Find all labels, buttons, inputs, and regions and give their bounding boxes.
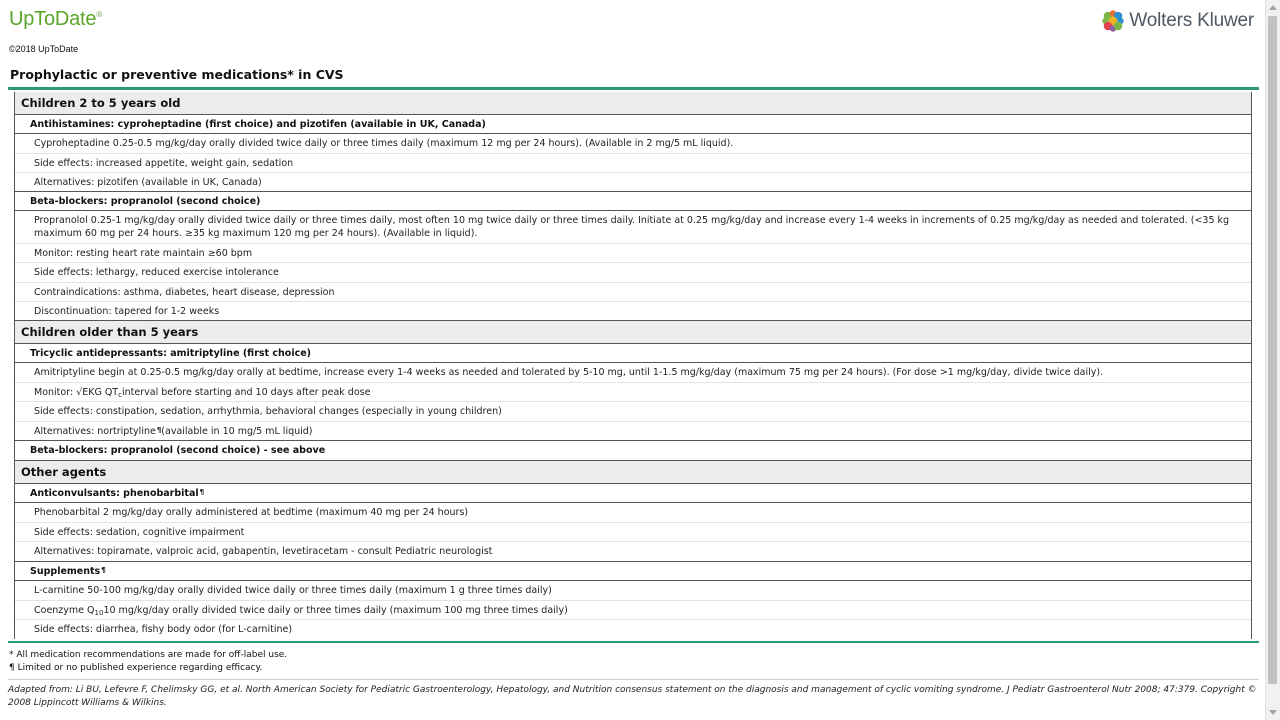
monitor-text-rest: interval before starting and 10 days after peak dose (121, 386, 371, 398)
table-row: Side effects: increased appetite, weight gain, sedation (15, 154, 1251, 173)
table-row: Monitor: resting heart rate maintain ≥60 bpm (15, 244, 1251, 263)
alternatives-text-rest: (available in 10 mg/5 mL liquid) (161, 425, 313, 437)
table-row (15, 601, 1251, 620)
table-row: Contraindications: asthma, diabetes, heart disease, depression (15, 283, 1251, 302)
table-row: Phenobarbital 2 mg/kg/day orally administered at bedtime (maximum 40 mg per 24 hours) (15, 503, 1251, 523)
group-heading: Beta-blockers: propranolol (second choice) - see above (15, 441, 1251, 461)
footnote-mark: ¶ (101, 566, 106, 574)
table-row: Amitriptyline begin at 0.25-0.5 mg/kg/day orally at bedtime, increase every 1-4 weeks as needed and tolerated by 5-10 mg, until 1-1.5 mg/kg/day (maximum 75 mg per 24 hours). (For dose >1 mg/kg/day, divide twice daily). (15, 363, 1251, 383)
group-heading: Antihistamines: cyproheptadine (first choice) and pizotifen (available in UK, Canada) (15, 115, 1251, 134)
monitor-text: Monitor: √EKG QT (34, 386, 119, 398)
table-row: Alternatives: topiramate, valproic acid, gabapentin, levetiracetam - consult Pediatric neurologist (15, 542, 1251, 562)
table-row: Alternatives: pizotifen (available in UK, Canada) (15, 173, 1251, 192)
alternatives-text: Alternatives: nortriptyline (34, 425, 156, 437)
table-row: Side effects: diarrhea, fishy body odor (for L-carnitine) (34, 624, 293, 635)
q10-subscript: 10 (94, 609, 104, 617)
group-heading (15, 562, 1251, 581)
citation: Adapted from: Li BU, Lefevre F, Chelimsky GG, et al. North American Society for Pediatric Gastroenterology, Hepatology, and Nutrition consensus statement on the diagnosis and management of cyclic vomiting syndrome. J Pediatr Gastroenterol Nutr 2008; 47:379. Copyright © 2008 Lippincott Williams & Wilkins. (8, 685, 1257, 708)
scrollbar-thumb[interactable] (1268, 16, 1277, 684)
group-heading: Beta-blockers: propranolol (second choice) (15, 192, 1251, 211)
table-row: Side effects: sedation, cognitive impairment (15, 523, 1251, 542)
uptodate-logo (9, 8, 102, 31)
footer-divider (8, 679, 1259, 680)
table-row: L-carnitine 50-100 mg/kg/day orally divided twice daily or three times daily (maximum 1 g three times daily) (15, 581, 1251, 601)
uptodate-logo-text: UpToDate (9, 8, 97, 30)
wolters-kluwer-globe-icon (1101, 9, 1125, 33)
group-heading-text: Anticonvulsants: phenobarbital (30, 487, 199, 499)
group-heading-text: Supplements (30, 565, 101, 577)
footnote-mark: ¶ (156, 426, 162, 434)
section-heading: Children 2 to 5 years old (15, 92, 1251, 115)
table-row: Cyproheptadine 0.25-0.5 mg/kg/day orally divided twice daily or three times daily (maximum 12 mg per 24 hours). (Available in 2 mg/5 mL liquid). (15, 134, 1251, 154)
footnote-offlabel: * All medication recommendations are made for off-label use. (9, 650, 288, 660)
table-row: Side effects: constipation, sedation, arrhythmia, behavioral changes (especially in young children) (15, 402, 1251, 422)
coenzyme-text: Coenzyme Q (34, 604, 95, 616)
vertical-scrollbar[interactable] (1265, 0, 1280, 720)
registered-mark: ® (96, 10, 103, 19)
medication-table (14, 92, 1252, 639)
table-row: Side effects: lethargy, reduced exercise intolerance (15, 263, 1251, 283)
scroll-up-arrow-icon[interactable] (1269, 5, 1277, 10)
table-row: Discontinuation: tapered for 1-2 weeks (15, 302, 1251, 321)
scroll-down-arrow-icon[interactable] (1269, 710, 1277, 715)
copyright-text: ©2018 UpToDate (9, 44, 79, 54)
group-heading (15, 484, 1251, 503)
qtc-subscript: c (118, 391, 122, 399)
coenzyme-text-rest: 10 mg/kg/day orally divided twice daily or three times daily (maximum 100 mg three times daily) (103, 604, 568, 616)
table-row (15, 422, 1251, 441)
wolters-kluwer-wordmark: Wolters Kluwer (1129, 10, 1254, 31)
table-row: Propranolol 0.25-1 mg/kg/day orally divided twice daily or three times daily, most often 10 mg twice daily or three times daily. Initiate at 0.25 mg/kg/day and increase every 1-4 weeks in increments of 0.25 mg/kg/day as needed and tolerated. (<35 kg maximum 60 mg per 24 hours. ≥35 kg maximum 120 mg per 24 hours). (Available in liquid). (15, 211, 1251, 244)
section-heading: Other agents (15, 461, 1251, 484)
footnote-mark: ¶ (199, 488, 205, 496)
title-divider (8, 87, 1259, 90)
table-row (15, 383, 1251, 402)
table-bottom-rule (8, 641, 1259, 643)
wolters-kluwer-logo (1101, 9, 1254, 33)
footnote-efficacy: ¶ Limited or no published experience regarding efficacy. (9, 663, 263, 673)
page-title: Prophylactic or preventive medications* in CVS (10, 67, 344, 82)
section-heading: Children older than 5 years (15, 321, 1251, 344)
group-heading: Tricyclic antidepressants: amitriptyline (first choice) (15, 344, 1251, 363)
